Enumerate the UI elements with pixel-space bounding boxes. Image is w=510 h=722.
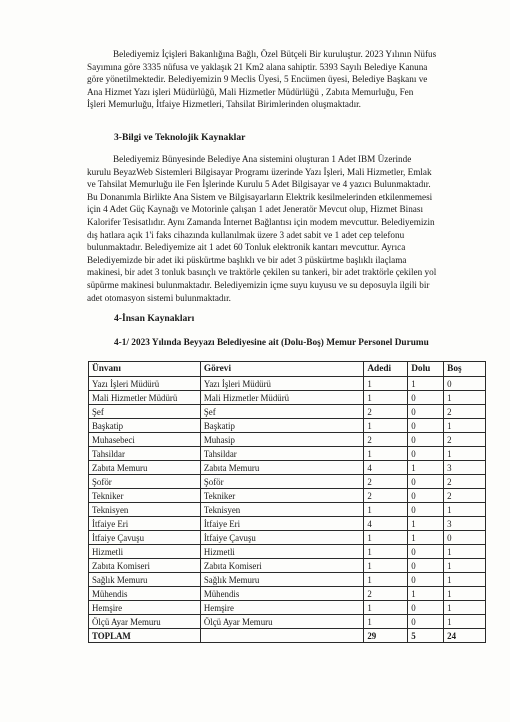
cell-filled: 0 (408, 559, 444, 573)
tech-line: kurulu BeyazWeb Sistemleri Bilgisayar Programı üzerinde Yazı İşleri, Mali Hizmetler, Emlak (87, 166, 432, 177)
table-row (89, 433, 486, 447)
cell-duty: Zabıta Memuru (200, 461, 363, 475)
cell-filled: 0 (408, 545, 444, 559)
intro-line: Belediyemiz İçişleri Bakanlığına Bağlı, Özel Bütçeli Bir kuruluştur. 2023 Yılının Nüfus (113, 49, 437, 59)
personnel-table (88, 361, 486, 643)
table-row (89, 489, 486, 503)
cell-title: Zabıta Komiseri (89, 559, 201, 573)
cell-vacant: 2 (444, 433, 486, 447)
cell-title: Muhasebeci (89, 433, 201, 447)
section-3-heading: 3-Bilgi ve Teknolojik Kaynaklar (114, 132, 246, 143)
cell-count: 2 (364, 489, 408, 503)
cell-filled: 0 (408, 601, 444, 615)
cell-count: 2 (364, 587, 408, 601)
cell-count: 1 (364, 503, 408, 517)
total-label: TOPLAM (89, 629, 201, 643)
header-title: Ünvanı (89, 362, 201, 377)
cell-filled: 1 (408, 377, 444, 391)
cell-duty: Tekniker (200, 489, 363, 503)
table-row (89, 559, 486, 573)
cell-duty: İtfaiye Eri (200, 517, 363, 531)
table-row (89, 475, 486, 489)
tech-line: Kalorifer Tesisatlıdır. Aynı Zamanda İnternet Bağlantısı için modem mevcuttur. Belediyemizin (87, 216, 435, 227)
cell-filled: 0 (408, 615, 444, 629)
table-row (89, 377, 486, 391)
cell-duty: Şef (200, 405, 363, 419)
table-row (89, 573, 486, 587)
cell-vacant: 0 (444, 377, 486, 391)
tech-line: Belediyemiz Bünyesinde Belediye Ana sistemini oluşturan 1 Adet IBM Üzerinde (113, 154, 412, 164)
cell-duty: Başkatip (200, 419, 363, 433)
cell-duty: Mali Hizmetler Müdürü (200, 391, 363, 405)
table-row (89, 531, 486, 545)
cell-duty: Zabıta Komiseri (200, 559, 363, 573)
cell-vacant: 1 (444, 615, 486, 629)
cell-title: Teknisyen (89, 503, 201, 517)
table-row (89, 461, 486, 475)
cell-duty: Yazı İşleri Müdürü (200, 377, 363, 391)
cell-filled: 1 (408, 517, 444, 531)
tech-line: makinesi, bir adet 3 tonluk basınçlı ve traktörle çekilen su tankeri, bir adet traktörle çekilen yol (87, 267, 437, 278)
cell-duty: İtfaiye Çavuşu (200, 531, 363, 545)
cell-count: 1 (364, 601, 408, 615)
total-count: 29 (364, 629, 408, 643)
tech-line: adet otomasyon sistemi bulunmaktadır. (87, 292, 231, 303)
cell-duty: Hizmetli (200, 545, 363, 559)
cell-vacant: 1 (444, 447, 486, 461)
cell-count: 1 (364, 545, 408, 559)
cell-vacant: 0 (444, 531, 486, 545)
table-header (89, 362, 486, 377)
tech-line: bulunmaktadır. Belediyemize ait 1 adet 60 Tonluk elektronik kantarı mevcuttur. Ayrıca (87, 242, 406, 253)
cell-count: 1 (364, 391, 408, 405)
table-row (89, 517, 486, 531)
cell-title: Yazı İşleri Müdürü (89, 377, 201, 391)
cell-title: Şoför (89, 475, 201, 489)
intro-paragraph (87, 48, 487, 111)
cell-filled: 0 (408, 503, 444, 517)
header-filled: Dolu (408, 362, 444, 377)
cell-duty: Sağlık Memuru (200, 573, 363, 587)
table-total-row (89, 629, 486, 643)
cell-title: İtfaiye Eri (89, 517, 201, 531)
cell-duty: Mühendis (200, 587, 363, 601)
cell-count: 2 (364, 405, 408, 419)
cell-count: 1 (364, 419, 408, 433)
cell-filled: 1 (408, 587, 444, 601)
cell-duty: Şoför (200, 475, 363, 489)
table-title: 4-1/ 2023 Yılında Beyyazı Belediyesine ait (Dolu-Boş) Memur Personel Durumu (114, 338, 429, 348)
tech-line: Belediyemizde bir adet iki püskürtme başlıklı ve bir adet 3 püskürtme başlıklı ilaçlama (87, 254, 407, 265)
tech-line: dış hatlara açık 1'i faks cihazında kullanılmak üzere 3 adet sabit ve 1 adet cep telefonu (87, 229, 405, 240)
cell-title: Tekniker (89, 489, 201, 503)
cell-title: Mühendis (89, 587, 201, 601)
tech-paragraph (87, 153, 487, 304)
cell-vacant: 3 (444, 461, 486, 475)
cell-title: Mali Hizmetler Müdürü (89, 391, 201, 405)
table-row (89, 587, 486, 601)
cell-count: 4 (364, 461, 408, 475)
tech-line: ve Tahsilat Memurluğu ile Fen İşlerinde Kurulu 5 Adet Bilgisayar ve 4 yazıcı Bulunmaktadır. (87, 179, 431, 190)
cell-vacant: 3 (444, 517, 486, 531)
total-vacant: 24 (444, 629, 486, 643)
table-row (89, 601, 486, 615)
table-body (89, 377, 486, 643)
cell-filled: 0 (408, 419, 444, 433)
cell-vacant: 1 (444, 503, 486, 517)
intro-line: İşleri Memurluğu, İtfaiye Hizmetleri, Tahsilat Birimlerinden oluşmaktadır. (87, 99, 361, 110)
cell-count: 1 (364, 573, 408, 587)
intro-line: Sayımına göre 3335 nüfusa ve yaklaşık 21 Km2 alana sahiptir. 5393 Sayılı Belediye Kanuna (87, 61, 428, 72)
intro-line: Ana Hizmet Yazı işleri Müdürlüğü, Mali Hizmetler Müdürlüğü , Zabıta Memurluğu, Fen (87, 86, 414, 97)
cell-title: Zabıta Memuru (89, 461, 201, 475)
cell-title: İtfaiye Çavuşu (89, 531, 201, 545)
cell-count: 1 (364, 377, 408, 391)
cell-title: Tahsildar (89, 447, 201, 461)
cell-vacant: 2 (444, 475, 486, 489)
cell-filled: 0 (408, 489, 444, 503)
cell-filled: 0 (408, 405, 444, 419)
cell-duty: Hemşire (200, 601, 363, 615)
cell-title: Sağlık Memuru (89, 573, 201, 587)
cell-vacant: 2 (444, 489, 486, 503)
intro-line: göre yönetilmektedir. Belediyemizin 9 Meclis Üyesi, 5 Encümen üyesi, Belediye Başkanı ve (87, 74, 428, 85)
cell-duty: Teknisyen (200, 503, 363, 517)
cell-count: 2 (364, 433, 408, 447)
cell-count: 4 (364, 517, 408, 531)
cell-vacant: 1 (444, 587, 486, 601)
cell-vacant: 1 (444, 601, 486, 615)
cell-vacant: 1 (444, 545, 486, 559)
cell-title: Hemşire (89, 601, 201, 615)
section-4-heading: 4-İnsan Kaynakları (114, 313, 195, 324)
cell-filled: 0 (408, 475, 444, 489)
cell-count: 2 (364, 475, 408, 489)
cell-filled: 0 (408, 391, 444, 405)
cell-count: 1 (364, 559, 408, 573)
header-count: Adedi (364, 362, 408, 377)
cell-filled: 1 (408, 531, 444, 545)
header-vacant: Boş (444, 362, 486, 377)
cell-vacant: 1 (444, 419, 486, 433)
cell-title: Şef (89, 405, 201, 419)
header-duty: Görevi (200, 362, 363, 377)
table-row (89, 503, 486, 517)
tech-line: süpürme makinesi bulunmaktadır. Belediyemizin içme suyu kuyusu ve su deposuyla ilgili bir (87, 279, 430, 290)
cell-filled: 1 (408, 461, 444, 475)
table-row (89, 545, 486, 559)
table-row (89, 615, 486, 629)
cell-vacant: 1 (444, 391, 486, 405)
table-row (89, 391, 486, 405)
cell-title: Başkatip (89, 419, 201, 433)
table-row (89, 447, 486, 461)
cell-count: 1 (364, 615, 408, 629)
table-header-row (89, 362, 486, 377)
total-duty (200, 629, 363, 643)
tech-line: için 4 Adet Güç Kaynağı ve Motorinle çalışan 1 adet Jeneratör Mevcut olup, Hizmet Binası (87, 204, 424, 215)
cell-title: Hizmetli (89, 545, 201, 559)
cell-count: 1 (364, 531, 408, 545)
table-row (89, 419, 486, 433)
table-row (89, 405, 486, 419)
cell-vacant: 1 (444, 559, 486, 573)
total-filled: 5 (408, 629, 444, 643)
cell-duty: Ölçü Ayar Memuru (200, 615, 363, 629)
cell-vacant: 2 (444, 405, 486, 419)
cell-vacant: 1 (444, 573, 486, 587)
cell-filled: 0 (408, 573, 444, 587)
cell-count: 1 (364, 447, 408, 461)
cell-filled: 0 (408, 447, 444, 461)
cell-duty: Tahsildar (200, 447, 363, 461)
cell-title: Ölçü Ayar Memuru (89, 615, 201, 629)
cell-filled: 0 (408, 433, 444, 447)
cell-duty: Muhasip (200, 433, 363, 447)
tech-line: Bu Donanımla Birlikte Ana Sistem ve Bilgisayarların Elektrik kesilmelerinden etkilenmemesi (87, 191, 433, 202)
